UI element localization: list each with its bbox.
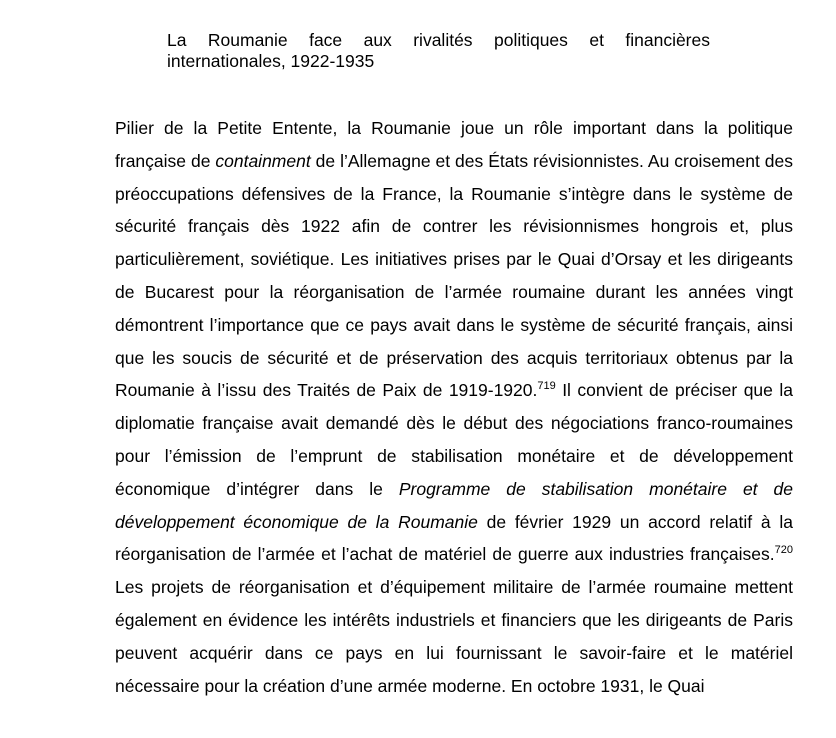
text-run: Les projets de réorganisation et d’équipement militaire de l’armée roumaine mettent également en évidence les intérêts industriels et financiers que les dirigeants de Paris peuvent acquérir dans ce pays en lui fournissant le savoir-faire et le matériel nécessaire pour la création d’une armée moderne. En octobre 1931, le Quai bbox=[115, 577, 793, 696]
italic-programme-title: Programme de stabilisation monétaire et de développement économique de la Roumanie bbox=[115, 478, 793, 532]
text-run: Il convient de préciser que la diplomatie française avait demandé dès le début des négociations franco-roumaines pour l’émission de l’emprunt de stabilisation monétaire et de développement économique d’intégrer dans le bbox=[115, 380, 793, 499]
text-run: de février 1929 un accord relatif à la réorganisation de l’armée et l’achat de matériel de guerre aux industries françaises. bbox=[115, 511, 793, 565]
body-paragraph bbox=[115, 112, 793, 702]
footnote-ref-719[interactable]: 719 bbox=[537, 380, 556, 393]
text-run: Pilier de la Petite Entente, la Roumanie joue un rôle important dans la politique française de bbox=[115, 118, 793, 171]
footnote-ref-720[interactable]: 720 bbox=[774, 544, 793, 557]
text-run: de l’Allemagne et des États révisionnistes. Au croisement des préoccupations défensives de la France, la Roumanie s’intègre dans le système de sécurité français dès 1922 afin de contrer les révisionnismes hongrois et, plus particulièrement, soviétique. Les initiatives prises par le Quai d’Orsay et les dirigeants de Bucarest pour la réorganisation de l’armée roumaine durant les années vingt démontrent l’importance que ce pays avait dans le système de sécurité français, ainsi que les soucis de sécurité et de préservation des acquis territoriaux obtenus par la Roumanie à l’issu des Traités de Paix de 1919-1920. bbox=[115, 150, 793, 401]
italic-term-containment: containment bbox=[215, 150, 311, 171]
section-heading: La Roumanie face aux rivalités politiques et financières internationales, 1922-1935 bbox=[167, 30, 710, 71]
